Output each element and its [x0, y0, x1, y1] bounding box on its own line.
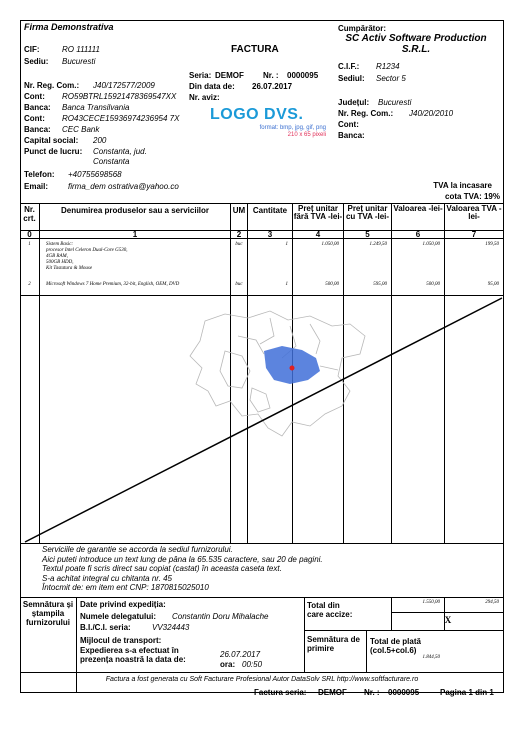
row-valoarea-tva: 95,00	[487, 282, 499, 287]
header-nr: Nr. crt.	[23, 205, 36, 223]
invoice-nr: 0000095	[287, 71, 319, 80]
plata-label: Total de plată (col.5+col.6)	[370, 637, 421, 655]
supplier-cont2: RO43CECE15936974236954 7X	[62, 114, 180, 123]
buyer-header: Cumpărător:	[338, 24, 387, 33]
delegat-name: Constantin Doru Mihalache	[172, 612, 269, 621]
note-line: S-a achitat integral cu chitanta nr. 45	[42, 573, 172, 583]
row-pret: 500,00	[325, 282, 339, 287]
expedition-label: Expedierea s-a efectuat în prezența noastră la data de:	[80, 646, 186, 664]
row-pret-tva: 595,00	[373, 282, 387, 287]
row-description-line: Sistem Basic:	[46, 242, 74, 247]
colnum-4: 4	[315, 230, 321, 239]
row-nr: 1	[28, 242, 31, 247]
vat-rate: cota TVA: 19%	[445, 192, 500, 201]
buyer-cont-label: Cont:	[338, 120, 359, 129]
transport-label: Mijlocul de transport:	[80, 636, 162, 645]
invoice-date: 26.07.2017	[252, 82, 293, 91]
bi-label: B.I./C.I. seria:	[80, 623, 131, 632]
buyer-cif: R1234	[376, 62, 400, 71]
vat-on-receipt: TVA la incasare	[433, 181, 492, 190]
row-cantitate: 1	[285, 242, 288, 247]
supplier-reg: J40/172577/2009	[93, 81, 155, 90]
logo-word: LOGO DVS.	[210, 106, 304, 123]
buyer-judet: Bucuresti	[378, 98, 412, 107]
buyer-sediu-label: Sediul:	[338, 74, 365, 83]
supplier-cont1: RO59BTRL15921478369547XX	[62, 92, 177, 101]
colnum-6: 6	[415, 230, 421, 239]
footer-col-2	[304, 597, 305, 672]
supplier-cont2-label: Cont:	[24, 114, 45, 123]
expedition-title: Date privind expediția:	[80, 600, 166, 609]
note-line: Aici puteti introduce un text lung de pâna la 65.535 caractere, sau 20 de pagini.	[42, 554, 323, 564]
row-description	[46, 242, 128, 272]
row-description-line: Kit Tastatura & Mouse	[46, 266, 93, 271]
supplier-sediu-label: Sediu:	[24, 57, 49, 66]
row-um: buc	[235, 242, 243, 247]
supplier-email: firma_dem ostrativa@yahoo.co	[68, 182, 179, 191]
supplier-punct-label: Punct de lucru:	[24, 147, 83, 156]
invoice-seria: DEMOF	[215, 71, 244, 80]
row-nr: 2	[28, 282, 31, 287]
furnizor-signature: Semnătura și ștampila furnizorului	[22, 600, 74, 627]
total-label: Total din care accize:	[307, 601, 353, 619]
invoice-title: FACTURA	[231, 44, 279, 55]
colnum-5: 5	[365, 230, 370, 239]
row-valoarea-tva: 199,50	[485, 242, 499, 247]
supplier-reg-label: Nr. Reg. Com.:	[24, 81, 80, 90]
generated-by: Factura a fost generata cu Soft Facturare Profesional Autor DataSolv SRL http://www.softfacturare.ro	[105, 676, 419, 683]
supplier-cif-label: CIF:	[24, 45, 40, 54]
buyer-judet-label: Județul:	[338, 98, 370, 107]
colnum-0: 0	[27, 230, 32, 239]
note-line: Întocmit de: em item ent CNP: 1870815025010	[42, 583, 209, 593]
row-cantitate: 1	[285, 282, 288, 287]
invoice-nr-label: Nr. :	[263, 71, 279, 80]
delegat-label: Numele delegatului:	[80, 612, 157, 621]
cancel-diagonal	[25, 298, 502, 542]
buyer-cif-label: C.I.F.:	[338, 62, 360, 71]
buyer-reg: J40/20/2010	[409, 109, 454, 118]
expedition-date: 26.07.2017	[220, 650, 261, 659]
romania-shape	[264, 346, 320, 384]
ora-label: ora:	[220, 660, 236, 669]
supplier-banca1-label: Banca:	[24, 103, 51, 112]
colnum-3: 3	[267, 230, 273, 239]
bi-value: VV324443	[152, 623, 190, 632]
supplier-telefon-label: Telefon:	[24, 170, 55, 179]
total-value: 1.550,00	[422, 600, 440, 605]
accize-value: X	[444, 615, 452, 625]
logo-size: 210 x 65 pixeli	[287, 132, 326, 138]
map-watermark	[20, 296, 504, 544]
header-pret-tva: Preț unitar cu TVA -lei-	[345, 204, 390, 221]
footer-bottom-line	[20, 672, 504, 673]
note-line: Textul poate fi scris direct sau copiat (castat) în aceasta caseta text.	[42, 564, 282, 574]
logo	[210, 106, 326, 142]
supplier-banca2: CEC Bank	[62, 125, 100, 134]
map-marker-icon	[290, 366, 295, 371]
buyer-sediu: Sector 5	[376, 74, 406, 83]
supplier-telefon: +40755698568	[68, 170, 122, 179]
supplier-cont1-label: Cont:	[24, 92, 45, 101]
row-pret: 1.050,00	[321, 242, 339, 247]
plata-value: 1.844,50	[422, 655, 440, 660]
row-valoarea: 500,00	[426, 282, 440, 287]
ora-value: 00:50	[242, 660, 263, 669]
supplier-punct-line2: Constanta	[93, 157, 130, 166]
row-description-line: 4GB RAM,	[46, 254, 68, 259]
footer-col-3	[366, 630, 367, 672]
header-um: UM	[232, 206, 246, 215]
invoice-date-label: Din data de:	[189, 82, 235, 91]
supplier-email-label: Email:	[24, 182, 49, 191]
header-cantitate: Cantitate	[252, 206, 288, 215]
row-description-line: procesor Intel Celeron Dual-Core G530,	[46, 248, 128, 253]
header-valoarea: Valoarea -lei-	[393, 204, 443, 213]
colnum-2: 2	[236, 230, 242, 239]
total-vat: 294,50	[485, 600, 499, 605]
footer-top-line	[20, 597, 504, 598]
page-number: Pagina 1 din 1	[440, 688, 494, 697]
supplier-name: Firma Demonstrativa	[24, 22, 114, 32]
supplier-banca1: Banca Transilvania	[62, 103, 130, 112]
footer-accize-line	[391, 612, 504, 613]
receipt-signature: Semnătura de primire	[307, 635, 360, 653]
row-description: Microsoft Windows 7 Home Premium, 32-bit, English, OEM, DVD	[46, 282, 180, 287]
buyer-name-line1: SC Activ Software Production	[345, 33, 487, 44]
buyer-banca-label: Banca:	[338, 131, 365, 140]
row-um: buc	[235, 282, 243, 287]
logo-format: format: bmp, jpg, gif, png	[259, 125, 326, 131]
buyer-name-line2: S.R.L.	[401, 44, 431, 55]
supplier-capital: 200	[93, 136, 107, 145]
footer-mid-line	[304, 630, 504, 631]
bottom-seria: DEMOF	[318, 688, 347, 697]
invoice-aviz-label: Nr. aviz:	[189, 93, 220, 102]
colnum-1: 1	[132, 230, 138, 239]
bottom-nr-label: Nr. :	[364, 688, 380, 697]
bottom-seria-label: Factura seria:	[254, 688, 307, 697]
note-line: Serviciile de garantie se accorda la sediul furnizorului.	[42, 545, 233, 554]
invoice-seria-label: Seria:	[189, 71, 212, 80]
header-pret: Preț unitar fără TVA -lei-	[293, 204, 343, 221]
supplier-cif: RO 111111	[62, 45, 100, 54]
supplier-sediu: Bucuresti	[62, 57, 96, 66]
row-description-line: 500GB HDD,	[46, 260, 74, 265]
supplier-banca2-label: Banca:	[24, 125, 51, 134]
colnum-7: 7	[471, 230, 477, 239]
notes	[42, 545, 323, 593]
row-pret-tva: 1.249,50	[369, 242, 387, 247]
bottom-nr: 0000095	[388, 688, 420, 697]
buyer-reg-label: Nr. Reg. Com.:	[338, 109, 394, 118]
header-valoarea-tva: Valoarea TVA -lei-	[446, 204, 502, 221]
supplier-capital-label: Capital social:	[24, 136, 79, 145]
supplier-punct-line1: Constanta, jud.	[93, 147, 147, 156]
row-valoarea: 1.050,00	[422, 242, 440, 247]
header-denumire: Denumirea produselor sau a serviciilor	[60, 206, 210, 215]
